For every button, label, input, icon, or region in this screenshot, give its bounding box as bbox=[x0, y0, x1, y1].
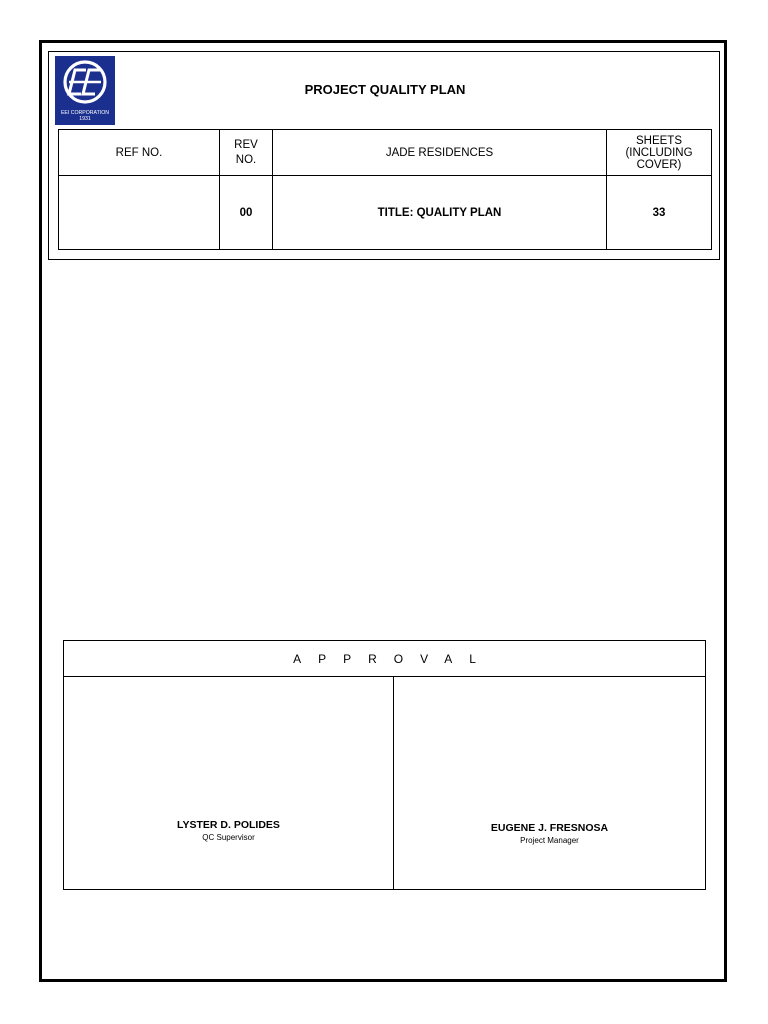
company-name: EEI CORPORATION bbox=[60, 110, 110, 116]
signature-block-project-manager bbox=[394, 677, 706, 890]
rev-no-header-text: REV NO. bbox=[234, 138, 258, 166]
document-info-table bbox=[58, 129, 712, 250]
signatory-name: EUGENE J. FRESNOSA bbox=[490, 822, 609, 834]
signatory-qc-supervisor bbox=[64, 819, 393, 842]
rev-no-header bbox=[220, 130, 273, 176]
document-title: PROJECT QUALITY PLAN bbox=[304, 82, 466, 97]
sheets-header-line2: (INCLUDING COVER) bbox=[625, 146, 693, 171]
signatory-project-manager bbox=[394, 822, 705, 845]
sheets-count-value: 33 bbox=[607, 176, 712, 250]
approval-table bbox=[63, 640, 706, 890]
rev-no-value: 00 bbox=[220, 176, 273, 250]
signatory-role: QC Supervisor bbox=[202, 833, 255, 842]
signature-block-qc-supervisor bbox=[64, 677, 394, 890]
document-title-value: TITLE: QUALITY PLAN bbox=[273, 176, 607, 250]
approval-heading: APPROVAL bbox=[64, 641, 706, 677]
logo-caption bbox=[55, 108, 115, 125]
sheets-header-line1: SHEETS bbox=[635, 134, 682, 147]
signatory-role: Project Manager bbox=[520, 836, 579, 845]
signatory-name: LYSTER D. POLIDES bbox=[177, 819, 280, 831]
company-year: 1931 bbox=[79, 116, 91, 122]
sheets-header bbox=[607, 130, 712, 176]
ref-no-value bbox=[59, 176, 220, 250]
ref-no-header: REF NO. bbox=[59, 130, 220, 176]
project-name: JADE RESIDENCES bbox=[273, 130, 607, 176]
